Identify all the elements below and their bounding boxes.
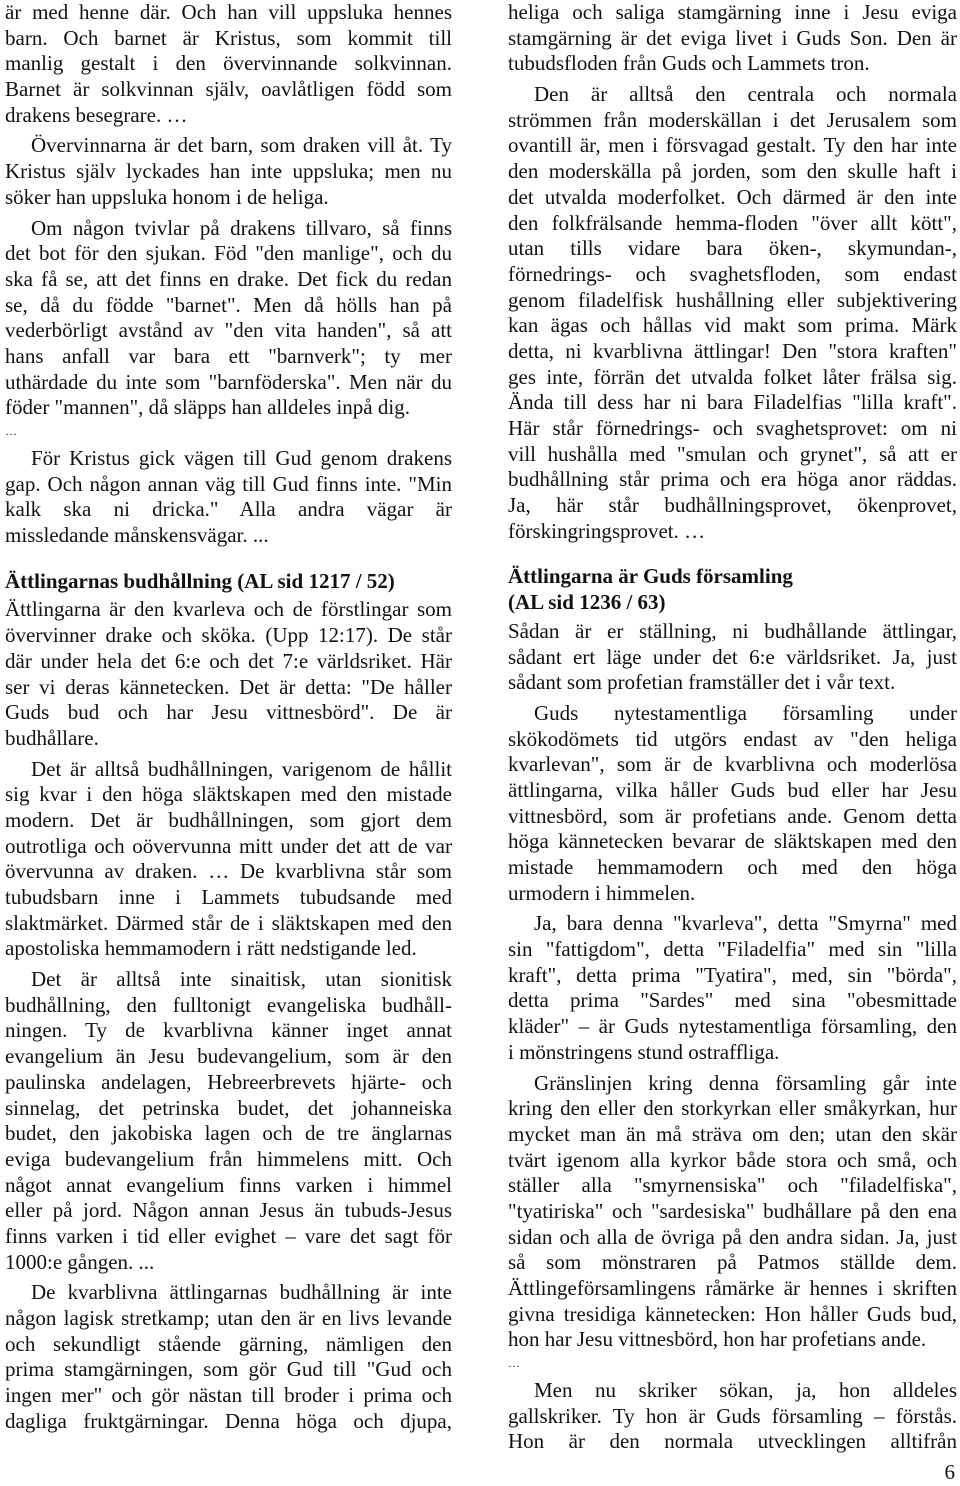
paragraph: [5, 216, 452, 422]
text-line: uthärdade du inte som "barnföderska". Men när du: [5, 369, 452, 394]
text-line: ska få se, att det finns en drake. Det fick du redan: [5, 266, 452, 291]
paragraph: [5, 133, 452, 210]
text-line: och sekundligt stående gärning, nämligen den: [5, 1331, 452, 1356]
text-line: Ända till dess har ni bara Filadelfias "lilla kraft".: [508, 390, 957, 415]
text-line: eller på jord. Någon annan Jesus än tubuds-Jesus: [5, 1198, 452, 1223]
text-line: genom filadelfisk hushållning eller subjektivering: [508, 287, 957, 312]
text-line: Ättlingarna är den kvarleva och de förstlingar som: [5, 597, 452, 622]
text-line: eviga budevangelium från himmelens mitt. Och: [5, 1146, 452, 1171]
text-line: höga kännetecken bevarar de släktskapen med den: [508, 829, 957, 854]
text-line: någon lagisk stretkamp; utan den är en livs levande: [5, 1306, 452, 1330]
text-line: Gränslinjen kring denna församling går inte: [534, 1070, 957, 1095]
text-line: där under hela det 6:e och det 7:e världsriket. Här: [5, 648, 452, 673]
text-line: den moderskälla på jorden, som den skulle haft i: [508, 159, 957, 184]
text-line: föder "mannen", då släpps han alldeles inpå dig.: [5, 395, 410, 420]
text-line: sidan och alla de övriga på den andra sidan. Ja, just: [508, 1224, 957, 1249]
paragraph: [508, 82, 957, 544]
text-line: 1000:e gången. ...: [5, 1249, 155, 1274]
text-line: Sådan är er ställning, ni budhållande ättlingar,: [508, 618, 957, 643]
text-line: manlig gestalt i den övervinnande solkvinnan.: [5, 51, 452, 76]
paragraph: [508, 701, 957, 907]
text-line: den folkfrälsande hemma-floden "över allt kött",: [508, 210, 957, 235]
text-line: budet, den jakobiska lagen och de tre änglarnas: [5, 1121, 452, 1146]
text-line: förskingringsprovet. …: [508, 518, 706, 543]
text-line: mistade hemmamodern och med den höga: [508, 855, 957, 879]
text-line: tubudsbarn inne i Lammets tubudsande med: [5, 885, 452, 909]
text-line: förnedrings- och svaghetsfloden, som endast: [508, 261, 957, 286]
text-line: urmodern i himmelen.: [508, 880, 696, 905]
heading-line: Ättlingarna är Guds församling: [508, 564, 793, 589]
text-line: budhållning står prima och era höga anor räddas.: [508, 467, 957, 492]
paragraph: [508, 1071, 957, 1354]
text-line: se, då du födde "barnet". Men då hölls han på: [5, 292, 452, 317]
text-line: ingen mer" och gör nästan till broder i prima och: [5, 1383, 452, 1408]
text-line: drakens besegrare. …: [5, 102, 188, 127]
text-line: Barnet är solkvinnan själv, oavlåtligen född som: [5, 77, 452, 102]
paragraph: [5, 967, 452, 1275]
text-line: övervunna av draken. … De kvarblivna står som: [5, 859, 452, 884]
text-line: kraft", detta prima "Tyatira", med, sin "börda",: [508, 962, 957, 987]
text-line: finns varken i tid eller evighet – vare det sagt för: [5, 1223, 452, 1248]
text-line: strömmen från moderskällan i det Jerusalem som: [508, 107, 957, 132]
text-line: Kristus själv lyckades han inte uppsluka; men nu: [5, 159, 452, 184]
text-line: Men nu skriker sökan, ja, hon alldeles: [534, 1378, 957, 1403]
text-line: budhållare.: [5, 725, 99, 750]
left-column: [5, 0, 452, 1434]
text-line: slaktmärket. Därmed står de i släktskapen med den: [5, 910, 452, 935]
text-line: prima stamgärningen, som gör Gud till "Gud och: [5, 1357, 452, 1382]
text-line: barn. Och barnet är Kristus, som kommit till: [5, 25, 452, 50]
text-line: hon har Jesu vittnesbörd, hon har profetians ande.: [508, 1327, 927, 1352]
text-line: sinnelag, det petrinska budet, det johanneiska: [5, 1095, 452, 1120]
text-line: utan tills vidare bara öken-, skymundan-,: [508, 236, 957, 261]
heading-line: (AL sid 1236 / 63): [508, 590, 666, 615]
text-line: sådant ert läge under det 6:e världsriket. Ja, just: [508, 644, 957, 669]
section-heading: [508, 564, 957, 615]
text-line: Den är alltså den centrala och normala: [534, 82, 957, 107]
text-line: paulinska andelagen, Hebreerbrevets hjärte- och: [5, 1069, 452, 1094]
text-line: Ja, här står budhållningsprovet, ökenprovet,: [508, 493, 957, 518]
text-line: kalk ska ni dricka." Alla andra vägar är: [5, 497, 452, 522]
text-line: outrotliga och oövervunna mitt under det att de var: [5, 833, 452, 858]
text-line: ningen. Ty de kvarblivna känner inget annat: [5, 1018, 452, 1043]
text-line: detta prima "Sardes" med sina "obesmittade: [508, 988, 957, 1013]
text-line: sig kvar i den höga släktskapen med den mistade: [5, 782, 452, 807]
text-line: heliga och saliga stamgärning inne i Jesu eviga: [508, 0, 957, 24]
text-line: sådant som profetian framställer det i vår text.: [508, 670, 896, 695]
text-line: ser vi deras kännetecken. Det är detta: "De håller: [5, 674, 452, 699]
text-line: kvarlevan", som är de kvarblivna och moderlösa: [508, 752, 957, 777]
text-line: ställer alla "smyrnensiska" och "filadelfiska",: [508, 1173, 957, 1198]
text-line: söker han uppsluka honom i de heliga.: [5, 184, 329, 209]
text-line: kläder" – är Guds nytestamentliga församling, den: [508, 1014, 957, 1039]
right-column: [508, 0, 957, 1455]
text-line: vittnesbörd, som är profetians ande. Genom detta: [508, 803, 957, 828]
text-line: givna tresidiga kännetecken: Hon håller Guds bud,: [508, 1301, 957, 1326]
text-line: det utvalda moderfolket. Och därmed är den inte: [508, 184, 957, 209]
text-line: sin "fattigdom", detta "Filadelfia" med sin "lilla: [508, 937, 957, 962]
text-line: budhållning, den fulltonigt evangeliska budhåll-: [5, 992, 452, 1017]
text-line: så som mönstraren på Patmos ställde dem.: [508, 1250, 957, 1275]
text-line: ges inte, förrän det utvalda folket låter frälsa sig.: [508, 364, 957, 389]
text-line: tubudsfloden från Guds och Lammets tron.: [508, 51, 870, 76]
text-line: kring den eller den storkyrkan eller småkyrkan, hur: [508, 1096, 957, 1121]
text-line: skökodömets tid utgörs endast av "den heliga: [508, 726, 957, 751]
page-number: 6: [944, 1460, 955, 1484]
text-line: För Kristus gick vägen till Gud genom drakens: [31, 446, 452, 470]
text-line: något annat evangelium finns varken i himmel: [5, 1172, 452, 1197]
text-line: detta, ni kvarblivna ättlingar! Den "stora kraften": [508, 338, 957, 363]
text-line: Guds nytestamentliga församling under: [534, 700, 957, 725]
text-line: tvärt igenom alla kyrkor både stora och små, och: [508, 1147, 957, 1172]
text-line: hans anfall var bara ett "barnverk"; ty mer: [5, 343, 452, 368]
section-heading: [5, 569, 452, 595]
paragraph: [5, 597, 452, 751]
paragraph: [508, 619, 957, 696]
paragraph: [508, 0, 957, 77]
omission-mark: …: [5, 424, 17, 438]
text-line: det bot för den sjukan. Föd "den manlige", och du: [5, 241, 452, 266]
text-line: evangelium än Jesu budevangelium, som är den: [5, 1044, 452, 1069]
omission-mark: …: [508, 1356, 520, 1371]
text-line: Ättlingeförsamlingens råmärke är hennes i skriften: [508, 1276, 957, 1300]
text-line: Guds bud och har Jesu vittnesbörd". De är: [5, 700, 452, 725]
text-line: Om någon tvivlar på drakens tillvaro, så finns: [31, 215, 452, 240]
text-line: vederbörligt avstånd av "den vita handen", så att: [5, 318, 452, 343]
text-line: ovantill är, men i försvagad gestalt. Ty den har inte: [508, 133, 957, 158]
paragraph: [5, 446, 452, 549]
heading-line: Ättlingarnas budhållning (AL sid 1217 / 52): [5, 568, 395, 593]
text-line: Ja, bara denna "kvarleva", detta "Smyrna" med: [534, 911, 957, 936]
text-line: Övervinnarna är det barn, som draken vill åt. Ty: [31, 133, 452, 158]
text-line: vill hushålla med "smulan och grynet", så att er: [508, 441, 957, 466]
paragraph: [5, 0, 452, 128]
text-line: gallskriker. Ty hon är Guds församling – förstås.: [508, 1403, 957, 1428]
paragraph: [5, 757, 452, 963]
text-line: missledande månskensvägar. ...: [5, 523, 269, 548]
text-line: är med henne där. Och han vill uppsluka hennes: [5, 0, 452, 24]
text-line: kan ägas och hållas vid makt som prima. Märk: [508, 313, 957, 338]
text-line: övervinner drake och sköka. (Upp 12:17). De står: [5, 623, 452, 648]
text-line: Hon är den normala utvecklingen alltifrån: [508, 1429, 957, 1454]
text-line: ättlingarna, vilka håller Guds bud eller har Jesu: [508, 777, 957, 802]
text-line: i mönstringens stund ostraffliga.: [508, 1039, 780, 1064]
text-line: modern. Det är budhållningen, som gjort dem: [5, 807, 452, 832]
paragraph: [5, 1280, 452, 1434]
text-line: stamgärning är det eviga livet i Guds Son. Den är: [508, 25, 957, 50]
paragraph: [508, 1378, 957, 1455]
text-line: apostoliska hemmamodern i rätt nedstigande led.: [5, 936, 417, 961]
text-line: De kvarblivna ättlingarnas budhållning är inte: [31, 1280, 452, 1305]
text-line: dagliga fruktgärningar. Denna höga och djupa,: [5, 1408, 452, 1433]
text-line: Det är alltså budhållningen, varigenom de hållit: [31, 756, 452, 781]
text-line: gap. Och någon annan väg till Gud finns inte. "Min: [5, 471, 452, 496]
text-line: Här står förnedrings- och svaghetsprovet: om ni: [508, 416, 957, 440]
text-line: mycket man än må sträva om den; utan den skär: [508, 1121, 957, 1146]
text-line: "tyatiriska" och "sardesiska" budhållare på den ena: [508, 1198, 957, 1223]
paragraph: [508, 911, 957, 1065]
text-line: Det är alltså inte sinaitisk, utan sionitisk: [31, 967, 452, 992]
